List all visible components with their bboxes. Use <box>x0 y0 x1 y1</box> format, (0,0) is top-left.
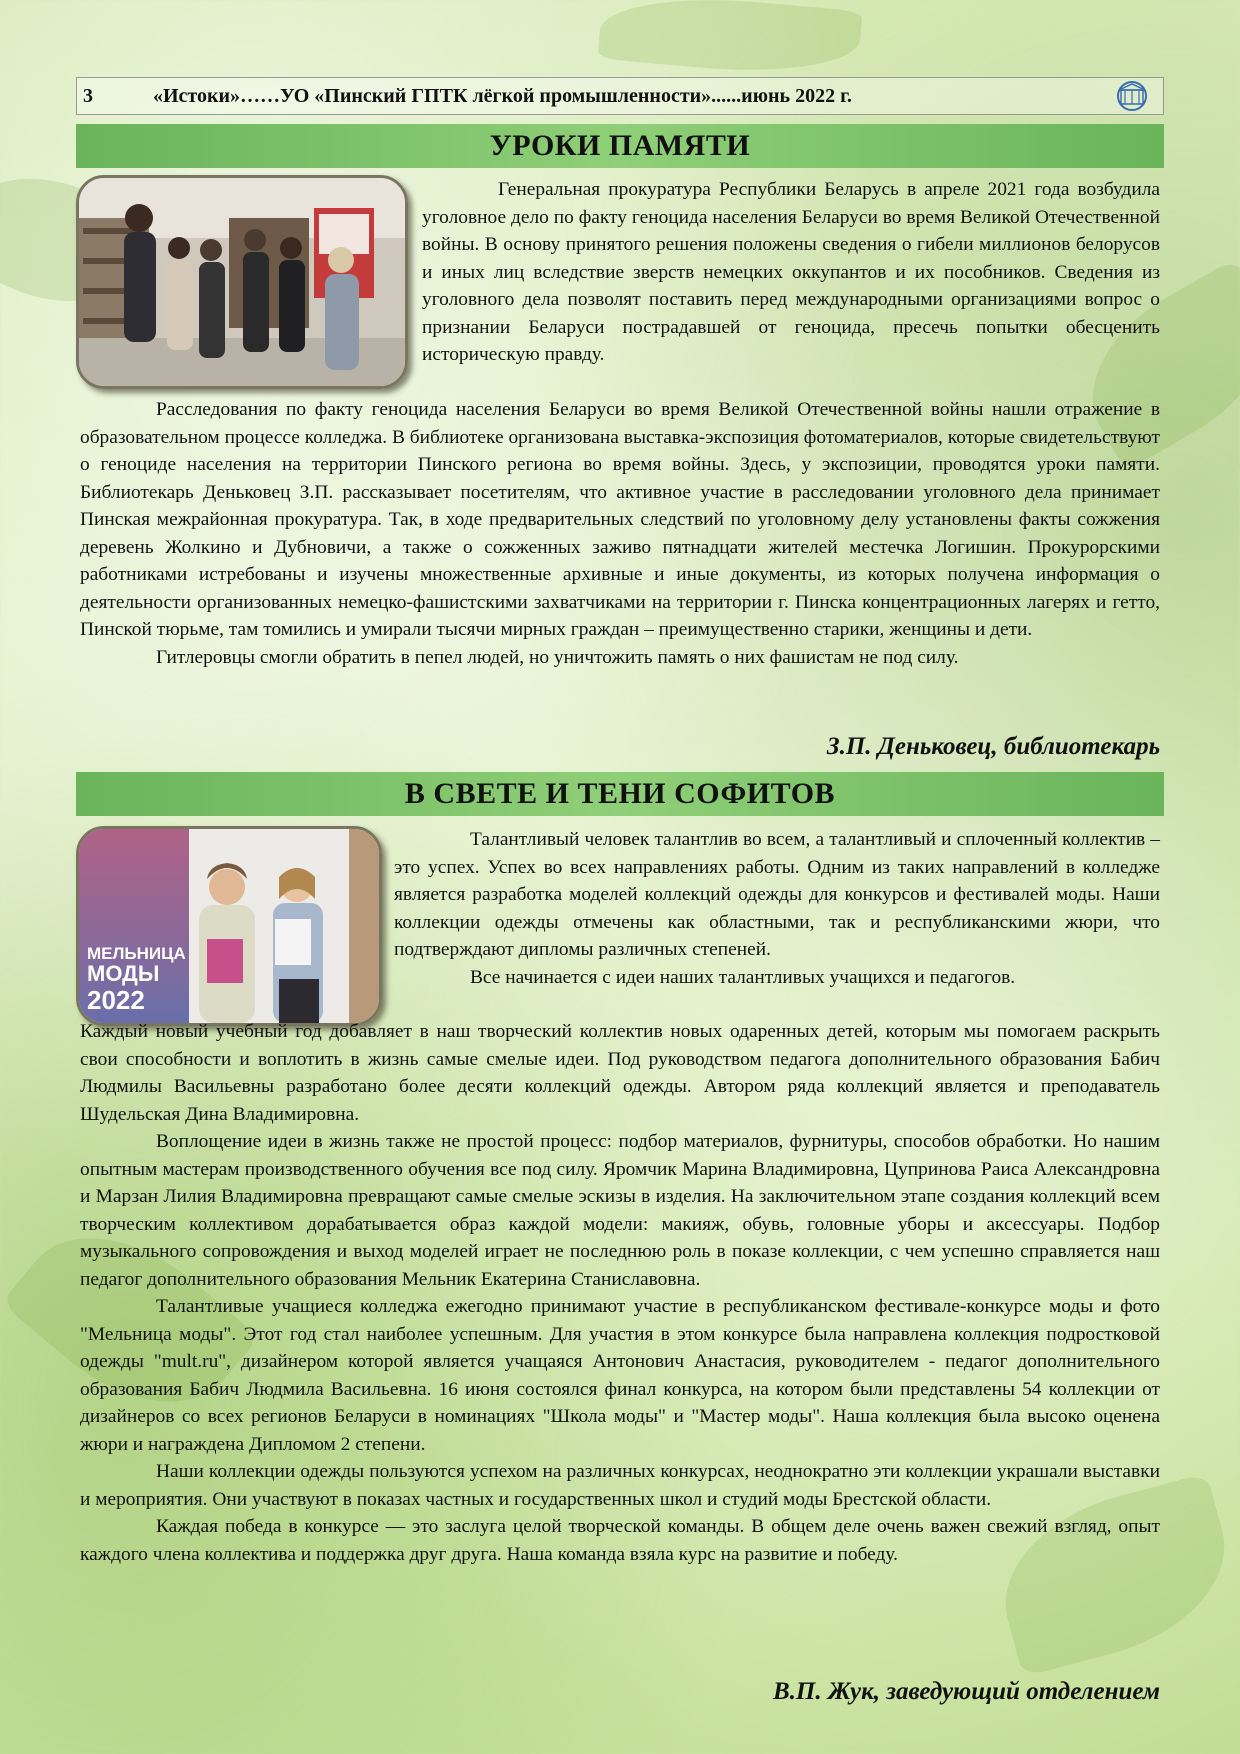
photo-banner-line1: МЕЛЬНИЦА <box>87 944 186 963</box>
paragraph: Талантливый человек талантлив во всем, а талантливый и сплоченный коллектив – это успех. Успех во всех направлениях работы. Одним из таких направлений в колледже является разработка моделей коллекций одежды для конкурсов и фестивалей моды. Наши коллекции одежды отмечены как областными, так и республиканскими жюри, что подтверждают дипломы различных степеней. <box>394 829 1160 960</box>
fashion-award-image <box>79 829 379 1023</box>
newspaper-header <box>76 77 1164 115</box>
section1-wrap-text <box>422 176 1160 369</box>
section-title-bar <box>76 124 1164 168</box>
photo-banner-line3: 2022 <box>87 985 145 1015</box>
fashion-award-photo <box>76 826 382 1026</box>
paragraph: Генеральная прокуратура Республики Беларусь в апреле 2021 года возбудила уголовное дело по факту геноцида населения Беларуси во время Великой Отечественной войны. В основу принятого решения положены сведения о гибели миллионов белорусов и иных лиц вследствие зверств немецких оккупантов и их пособников. Сведения из уголовного дела позволят поставить перед международными организациями вопрос о признании Беларуси пострадавшей от геноцида, пресечь попытки обесценить историческую правду. <box>422 179 1160 365</box>
paragraph: Наши коллекции одежды пользуются успехом на различных конкурсах, неоднократно эти коллекции украшали выставки и мероприятия. Они участвуют в показах частных и государственных школ и студий моды Брестской области. <box>80 1461 1160 1510</box>
section2-body <box>80 1018 1160 1568</box>
signature-department-head: В.П. Жук, заведующий отделением <box>772 1678 1160 1705</box>
page-number: 3 <box>83 84 93 107</box>
section-title: В СВЕТЕ И ТЕНИ СОФИТОВ <box>404 777 836 810</box>
section1-body <box>80 396 1160 671</box>
section2-wrap-text <box>394 826 1160 991</box>
signature-librarian: З.П. Деньковец, библиотекарь <box>826 733 1160 760</box>
college-logo-icon <box>1107 80 1157 112</box>
paragraph: Каждая победа в конкурсе — это заслуга целой творческой команды. В общем деле очень важен свежий взгляд, опыт каждого члена коллектива и поддержка друг друга. Наша команда взяла курс на развитие и победу. <box>80 1516 1160 1565</box>
background-leaf <box>597 0 862 81</box>
photo-banner-line2: МОДЫ <box>87 961 160 986</box>
section-title-bar <box>76 772 1164 816</box>
paragraph: Все начинается с идеи наших талантливых учащихся и педагогов. <box>470 966 1016 988</box>
paragraph: Расследования по факту геноцида населения Беларуси во время Великой Отечественной войны нашли отражение в образовательном процессе колледжа. В библиотеке организована выставка-экспозиция фотоматериалов, которые свидетельствуют о геноциде населения на территории Пинского региона во время войны. Здесь, у экспозиции, проводятся уроки памяти. Библиотекарь Деньковец З.П. рассказывает посетителям, что активное участие в расследовании уголовного дела принимает Пинская межрайонная прокуратура. Так, в ходе предварительных следствий по уголовному делу установлены факты сожжения деревень Жолкино и Дубновичи, а также о сожженных заживо пятнадцати жителей местечка Логишин. Прокурорскими работниками истребованы и изучены множественные архивные и иные документы, из которых получена информация о деятельности организованных немецко-фашистскими захватчиками на территории г. Пинска концентрационных лагерях и гетто, Пинской тюрьме, там томились и умирали тысячи мирных граждан – преимущественно старики, женщины и дети. <box>80 399 1160 640</box>
library-photo <box>76 175 408 389</box>
paragraph: Воплощение идеи в жизнь также не простой процесс: подбор материалов, фурнитуры, способов обработки. Но нашим опытным мастерам производственного обучения все под силу. Яромчик Марина Владимировна, Цупринова Раиса Александровна и Марзан Лилия Владимировна превращают самые смелые эскизы в изделия. На заключительном этапе создания коллекций всем творческим коллективом дорабатывается образ каждой модели: макияж, обувь, головные уборы и аксессуары. Подбор музыкального сопровождения и выход моделей играет не последнюю роль в показе коллекции, с чем успешно справляется наш педагог дополнительного образования Мельник Екатерина Станиславовна. <box>80 1131 1160 1290</box>
library-exhibition-image <box>79 178 405 386</box>
paragraph: Каждый новый учебный год добавляет в наш творческий коллектив новых одаренных детей, которым мы помогаем раскрыть свои способности и воплотить в жизнь самые смелые идеи. Под руководством педагога дополнительного образования Бабич Людмилы Васильевны разработано более десяти коллекций одежды. Автором ряда коллекций является и преподаватель Шудельская Дина Владимировна. <box>80 1021 1160 1125</box>
section-title: УРОКИ ПАМЯТИ <box>489 129 751 162</box>
paragraph: Гитлеровцы смогли обратить в пепел людей, но уничтожить память о них фашистам не под силу. <box>156 646 959 668</box>
header-text: «Истоки»……УО «Пинский ГПТК лёгкой промышленности»......июнь 2022 г. <box>153 84 852 107</box>
paragraph: Талантливые учащиеся колледжа ежегодно принимают участие в республиканском фестивале-конкурсе моды и фото "Мельница моды". Этот год стал наиболее успешным. Для участия в этом конкурсе была направлена коллекция подростковой одежды "mult.ru", дизайнером которой является учащаяся Антонович Анастасия, руководителем - педагог дополнительного образования Бабич Людмила Васильевна. 16 июня состоялся финал конкурса, на котором были представлены 54 коллекции от дизайнеров со всех регионов Беларуси в номинациях "Школа моды" и "Мастер моды". Наша коллекция была высоко оценена жюри и награждена Дипломом 2 степени. <box>80 1296 1160 1455</box>
